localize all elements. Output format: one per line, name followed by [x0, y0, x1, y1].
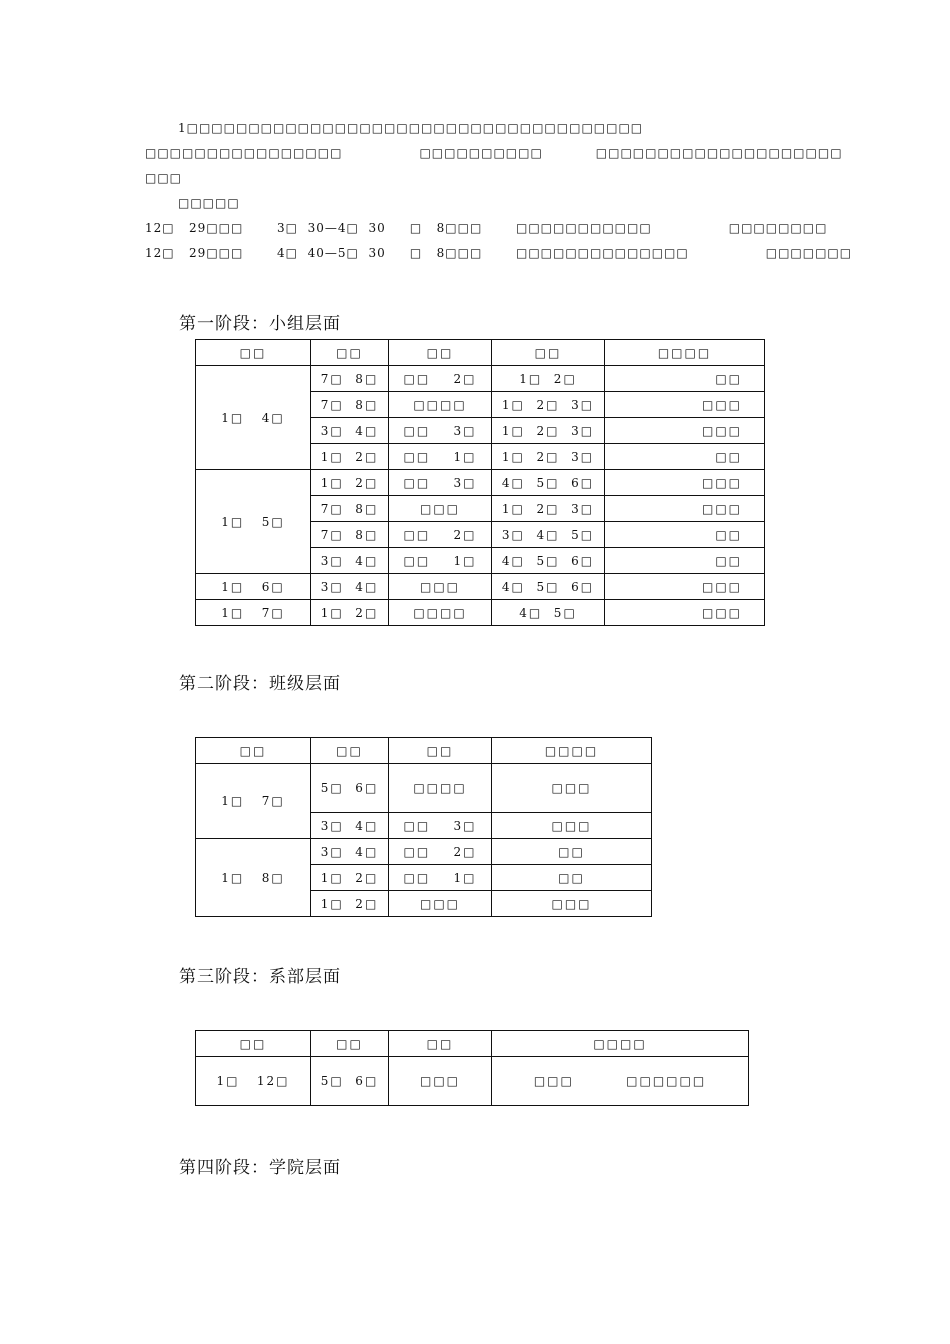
- teacher-cell: □□□: [605, 470, 765, 496]
- date-cell: 1□ 12□: [196, 1057, 311, 1106]
- location-cell: □□□: [389, 891, 492, 917]
- table-header-cell: □□: [196, 738, 311, 764]
- stage1-heading: 第一阶段：小组层面: [179, 314, 341, 334]
- location-cell: □□ 2□: [389, 522, 492, 548]
- teacher-cell: □□□: [605, 574, 765, 600]
- period-cell: 7□ 8□: [311, 366, 389, 392]
- table-header-cell: □□: [311, 1031, 389, 1057]
- table-header-cell: □□: [389, 1031, 492, 1057]
- teacher-cell: □□: [605, 444, 765, 470]
- table-header-cell: □□: [196, 1031, 311, 1057]
- location-cell: □□ 1□: [389, 548, 492, 574]
- date-cell: 1□ 7□: [196, 764, 311, 839]
- location-cell: □□□□: [389, 392, 492, 418]
- period-cell: 7□ 8□: [311, 496, 389, 522]
- location-cell: □□ 2□: [389, 839, 492, 865]
- group-cell: 1□ 2□ 3□: [492, 496, 605, 522]
- teacher-cell: □□□: [605, 418, 765, 444]
- date-cell: 1□ 4□: [196, 366, 311, 470]
- teacher-cell: □□□: [605, 392, 765, 418]
- table-header-row: [196, 1031, 749, 1057]
- teacher-cell: □□□: [605, 496, 765, 522]
- location-cell: □□ 3□: [389, 470, 492, 496]
- teacher-cell: □□: [492, 839, 652, 865]
- period-cell: 1□ 2□: [311, 600, 389, 626]
- group-cell: 4□ 5□ 6□: [492, 548, 605, 574]
- location-cell: □□ 1□: [389, 865, 492, 891]
- stage2-heading: 第二阶段：班级层面: [179, 674, 341, 694]
- period-cell: 7□ 8□: [311, 392, 389, 418]
- teacher-cell: □□□ □□□□□□: [492, 1057, 749, 1106]
- date-cell: 1□ 7□: [196, 600, 311, 626]
- intro-line-6: 12□ 29□□□ 4□ 40—5□ 30 □ 8□□□ □□□□□□□□□□□□□□ □□□□□□□: [145, 246, 853, 260]
- table-header-cell: □□□□: [492, 1031, 749, 1057]
- intro-line-3: □□□: [145, 171, 183, 185]
- table-header-cell: □□: [196, 340, 311, 366]
- table-header-cell: □□: [311, 738, 389, 764]
- table-header-cell: □□□□: [492, 738, 652, 764]
- period-cell: 3□ 4□: [311, 839, 389, 865]
- stage2-table: [195, 737, 652, 917]
- stage3-table: [195, 1030, 749, 1106]
- date-cell: 1□ 8□: [196, 839, 311, 917]
- table-row: [196, 1057, 749, 1106]
- table-row: [196, 839, 652, 865]
- location-cell: □□ 3□: [389, 418, 492, 444]
- teacher-cell: □□□: [492, 891, 652, 917]
- period-cell: 7□ 8□: [311, 522, 389, 548]
- table-header-cell: □□: [389, 738, 492, 764]
- table-header-cell: □□: [389, 340, 492, 366]
- period-cell: 1□ 2□: [311, 865, 389, 891]
- group-cell: 1□ 2□ 3□: [492, 418, 605, 444]
- teacher-cell: □□□: [492, 813, 652, 839]
- stage1-table: [195, 339, 765, 626]
- teacher-cell: □□□: [605, 600, 765, 626]
- table-header-row: [196, 738, 652, 764]
- group-cell: 1□ 2□ 3□: [492, 444, 605, 470]
- period-cell: 1□ 2□: [311, 444, 389, 470]
- location-cell: □□ 1□: [389, 444, 492, 470]
- teacher-cell: □□: [605, 548, 765, 574]
- intro-line-4: □□□□□: [178, 196, 240, 210]
- group-cell: 4□ 5□: [492, 600, 605, 626]
- table-row: [196, 574, 765, 600]
- intro-line-5: 12□ 29□□□ 3□ 30—4□ 30 □ 8□□□ □□□□□□□□□□□ □□□□□□□□: [145, 221, 828, 235]
- period-cell: 5□ 6□: [311, 1057, 389, 1106]
- group-cell: 4□ 5□ 6□: [492, 574, 605, 600]
- location-cell: □□ 3□: [389, 813, 492, 839]
- period-cell: 1□ 2□: [311, 470, 389, 496]
- period-cell: 1□ 2□: [311, 891, 389, 917]
- period-cell: 3□ 4□: [311, 574, 389, 600]
- group-cell: 1□ 2□: [492, 366, 605, 392]
- date-cell: 1□ 6□: [196, 574, 311, 600]
- teacher-cell: □□□: [492, 764, 652, 813]
- table-header-cell: □□: [311, 340, 389, 366]
- location-cell: □□□□: [389, 600, 492, 626]
- period-cell: 3□ 4□: [311, 548, 389, 574]
- location-cell: □□□: [389, 574, 492, 600]
- table-row: [196, 470, 765, 496]
- period-cell: 3□ 4□: [311, 813, 389, 839]
- teacher-cell: □□: [605, 522, 765, 548]
- table-header-cell: □□□□: [605, 340, 765, 366]
- table-row: [196, 366, 765, 392]
- location-cell: □□□: [389, 496, 492, 522]
- stage4-heading: 第四阶段：学院层面: [179, 1158, 341, 1178]
- teacher-cell: □□: [605, 366, 765, 392]
- period-cell: 5□ 6□: [311, 764, 389, 813]
- teacher-cell: □□: [492, 865, 652, 891]
- table-row: [196, 600, 765, 626]
- location-cell: □□□□: [389, 764, 492, 813]
- period-cell: 3□ 4□: [311, 418, 389, 444]
- group-cell: 4□ 5□ 6□: [492, 470, 605, 496]
- table-row: [196, 764, 652, 813]
- group-cell: 3□ 4□ 5□: [492, 522, 605, 548]
- location-cell: □□ 2□: [389, 366, 492, 392]
- group-cell: 1□ 2□ 3□: [492, 392, 605, 418]
- location-cell: □□□: [389, 1057, 492, 1106]
- stage3-heading: 第三阶段：系部层面: [179, 967, 341, 987]
- date-cell: 1□ 5□: [196, 470, 311, 574]
- intro-line-1: 1□□□□□□□□□□□□□□□□□□□□□□□□□□□□□□□□□□□□□: [178, 121, 644, 135]
- intro-line-2: □□□□□□□□□□□□□□□□ □□□□□□□□□□ □□□□□□□□□□□□□□□□□□□□: [145, 146, 843, 160]
- table-header-cell: □□: [492, 340, 605, 366]
- table-header-row: [196, 340, 765, 366]
